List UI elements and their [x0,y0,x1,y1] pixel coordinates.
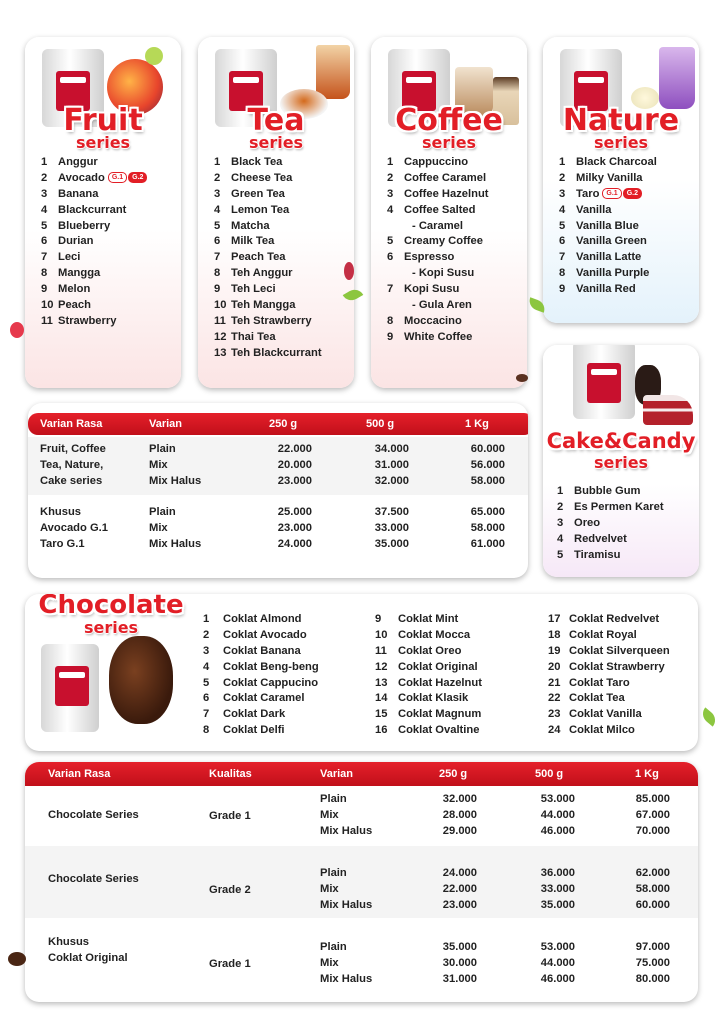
column-header: 500 g [535,768,564,780]
list-item: 1 Coklat Almond [203,613,302,625]
column-header: 1 Kg [635,768,659,780]
chocolate-list-col-2 [375,612,482,739]
list-item: 20 Coklat Strawberry [548,660,665,673]
list-item: 4 Vanilla [559,203,612,216]
fruit-title: Fruit [63,103,143,138]
table-cell: 23.000 [277,522,312,534]
list-item: 14 Coklat Klasik [375,692,469,705]
table-cell: 31.000 [442,973,477,985]
table-cell: 62.000 [635,867,670,879]
list-item: 5 Tiramisu [557,548,621,561]
table-cell: 35.000 [442,941,477,953]
table-cell: 80.000 [635,973,670,985]
column-header: 250 g [439,768,468,780]
list-item: 3 Green Tea [214,187,285,200]
list-item: 4 Coklat Beng-beng [203,660,319,673]
list-item: 6 Milk Tea [214,235,275,248]
table-cell: 25.000 [277,506,312,518]
column-header: Kualitas [209,768,252,780]
list-item: 7 Kopi Susu [387,283,460,296]
group-label: Avocado G.1 [40,522,108,534]
tea-title: Tea [247,103,305,138]
table-cell: 28.000 [442,809,477,821]
table-cell: Mix Halus [320,973,373,985]
list-item: 5 Blueberry [41,219,111,232]
list-item: 6 Espresso [387,251,455,264]
list-item: 2 Avocado G.1 G.2 [41,171,147,187]
list-item: 21 Coklat Taro [548,676,630,689]
list-item: 9 Coklat Mint [375,613,459,625]
table-cell: 44.000 [540,957,575,969]
list-item: 9 Teh Leci [214,283,276,296]
grade-badge: G.1 [108,172,127,183]
list-item: - Caramel [412,219,463,232]
list-item: 11 Teh Strawberry [214,314,312,327]
table-cell: 85.000 [635,793,670,805]
list-item: 10 Peach [41,299,91,312]
list-item: 4 Redvelvet [557,532,627,545]
table-header [25,762,698,786]
list-item: 7 Peach Tea [214,251,286,264]
coffee-series-card [371,37,527,388]
list-item: 3 Taro G.1 G.2 [559,187,657,203]
table-cell: 24.000 [277,538,312,550]
table-header [28,413,528,435]
fruit-subtitle: series [75,133,131,152]
iced-tea-image [316,45,350,99]
table-cell: Mix [320,883,339,895]
list-item: 8 Coklat Delfi [203,724,285,737]
table-cell: 33.000 [374,522,409,534]
list-item: 23 Coklat Vanilla [548,708,642,721]
table-cell: 60.000 [635,899,670,911]
table-cell: 23.000 [442,899,477,911]
table-cell: Mix Halus [320,899,373,911]
list-item: 6 Coklat Caramel [203,692,305,705]
table-cell: 24.000 [442,867,477,879]
grade-badge: G.2 [128,172,147,183]
table-cell: 36.000 [540,867,575,879]
group-label: Tea, Nature, [40,459,104,471]
list-item: 5 Creamy Coffee [387,235,483,248]
price-table-2 [25,762,698,1002]
table-cell: 46.000 [540,825,575,837]
table-cell: 67.000 [635,809,670,821]
table-cell: Mix Halus [320,825,373,837]
table-cell: Plain [320,941,347,953]
list-item: 2 Coklat Avocado [203,628,307,641]
table-cell: 58.000 [470,522,505,534]
table-cell: Plain [320,867,347,879]
table-cell: 58.000 [635,883,670,895]
nature-subtitle: series [593,133,649,152]
table-cell: Mix Halus [149,538,202,550]
list-item: 10 Teh Mangga [214,299,296,312]
table-cell: 32.000 [374,475,409,487]
list-item: 8 Teh Anggur [214,267,293,280]
table-cell: 34.000 [374,443,409,455]
chocolate-splash-image [109,636,173,724]
table-cell: 97.000 [635,941,670,953]
table-cell: 61.000 [470,538,505,550]
list-item: 4 Blackcurrant [41,203,127,216]
list-item: 2 Milky Vanilla [559,171,643,184]
list-item: 22 Coklat Tea [548,692,625,705]
table-cell: 37.500 [374,506,409,518]
table-cell: 58.000 [470,475,505,487]
list-item: - Gula Aren [412,299,472,312]
list-item: 6 Vanilla Green [559,235,647,248]
list-item: 1 Anggur [41,156,98,168]
grade-cell: Grade 1 [209,958,251,970]
table-cell: 53.000 [540,793,575,805]
table-cell: 30.000 [442,957,477,969]
table-cell: 75.000 [635,957,670,969]
tea-series-card [198,37,354,388]
column-header: Varian [149,418,183,430]
list-item: 7 Vanilla Latte [559,251,642,264]
table-cell: 60.000 [470,443,505,455]
list-item: 11 Coklat Oreo [375,644,462,657]
cake-candy-flavor-list [557,484,664,563]
column-header: 1 Kg [465,418,489,430]
group-label: Chocolate Series [48,809,139,821]
table-cell: Mix [149,459,168,471]
list-item: - Kopi Susu [412,267,475,280]
table-cell: 32.000 [442,793,477,805]
strawberry-icon [10,322,24,338]
table-cell: 53.000 [540,941,575,953]
grade-cell: Grade 1 [209,810,251,822]
chocolate-title: Chocolate [38,594,184,620]
list-item: 15 Coklat Magnum [375,708,482,721]
chocolate-series-card [25,594,698,751]
list-item: 18 Coklat Royal [548,628,637,641]
table-cell: 65.000 [470,506,505,518]
table-cell: 70.000 [635,825,670,837]
fruit-flavor-list [41,155,147,330]
cocoa-pod-icon [344,262,354,280]
list-item: 1 Cappuccino [387,156,469,168]
table-cell: 44.000 [540,809,575,821]
group-label: Taro G.1 [40,538,85,550]
leaf-icon [699,707,719,726]
list-item: 17 Coklat Redvelvet [548,613,660,625]
table-cell: 22.000 [277,443,312,455]
table-cell: Mix [320,809,339,821]
product-pack-image [573,345,635,419]
column-header: 250 g [269,418,298,430]
list-item: 6 Durian [41,235,94,248]
list-item: 3 Coklat Banana [203,644,301,657]
column-header: Varian Rasa [40,418,103,430]
table-cell: 46.000 [540,973,575,985]
table-cell: Plain [320,793,347,805]
coffee-bean-icon [516,374,528,382]
table-cell: Mix [149,522,168,534]
tea-subtitle: series [248,133,304,152]
nature-flavor-list [559,155,657,298]
table-cell: 23.000 [277,475,312,487]
list-item: 19 Coklat Silverqueen [548,644,670,657]
list-item: 1 Black Tea [214,156,283,168]
group-label: Coklat Original [48,952,128,964]
chocolate-subtitle: series [83,618,139,637]
table-cell: Mix [320,957,339,969]
cake-candy-series-card [543,345,699,577]
list-item: 5 Coklat Cappucino [203,676,319,689]
list-item: 10 Coklat Mocca [375,628,471,641]
list-item: 9 White Coffee [387,330,473,343]
taro-drink-image [659,47,695,109]
coffee-subtitle: series [421,133,477,152]
table-cell: 29.000 [442,825,477,837]
group-label: Chocolate Series [48,873,139,885]
list-item: 4 Lemon Tea [214,203,290,216]
list-item: 2 Coffee Caramel [387,171,487,184]
table-cell: Plain [149,443,176,455]
list-item: 8 Mangga [41,267,101,280]
list-item: 11 Strawberry [41,314,117,327]
list-item: 8 Vanilla Purple [559,267,650,280]
list-item: 1 Black Charcoal [559,156,657,168]
list-item: 24 Coklat Milco [548,724,635,737]
red-velvet-cake-image [643,395,693,425]
column-header: 500 g [366,418,395,430]
list-item: 16 Coklat Ovaltine [375,724,480,737]
list-item: 3 Banana [41,187,99,200]
list-item: 2 Cheese Tea [214,171,293,184]
cake-candy-title: Cake&Candy [546,429,696,453]
list-item: 9 Vanilla Red [559,283,636,296]
fruit-series-card [25,37,181,388]
tea-flavor-list [214,155,322,362]
price-table-1 [28,403,528,578]
cake-candy-subtitle: series [593,453,649,472]
chocolate-list-col-1 [203,612,319,739]
list-item: 13 Teh Blackcurrant [214,346,322,359]
group-label: Fruit, Coffee [40,443,106,455]
grade-cell: Grade 2 [209,884,251,896]
chocolate-piece-icon [8,952,26,966]
table-cell: 22.000 [442,883,477,895]
group-label: Cake series [40,475,103,487]
list-item: 5 Vanilla Blue [559,219,639,232]
chocolate-list-col-3 [548,612,670,739]
column-header: Varian [320,768,354,780]
table-cell: 35.000 [374,538,409,550]
list-item: 8 Moccacino [387,314,462,327]
table-cell: 56.000 [470,459,505,471]
table-cell: Plain [149,506,176,518]
coffee-flavor-list [387,155,489,346]
list-item: 13 Coklat Hazelnut [375,676,482,689]
list-item: 1 Bubble Gum [557,485,641,497]
coffee-title: Coffee [395,103,503,138]
grade-badge: G.2 [623,188,642,199]
table-cell: 20.000 [277,459,312,471]
table-cell: 33.000 [540,883,575,895]
grade-badge: G.1 [602,188,621,199]
table-cell: Mix Halus [149,475,202,487]
list-item: 3 Coffee Hazelnut [387,187,489,200]
column-header: Varian Rasa [48,768,111,780]
list-item: 4 Coffee Salted [387,203,476,216]
list-item: 12 Coklat Original [375,660,478,673]
list-item: 2 Es Permen Karet [557,500,664,513]
product-pack-image [41,644,99,732]
lime-image [145,47,163,65]
list-item: 9 Melon [41,283,91,296]
list-item: 5 Matcha [214,219,270,232]
list-item: 3 Oreo [557,516,601,529]
nature-title: Nature [562,103,680,138]
list-item: 7 Coklat Dark [203,708,286,721]
group-label: Khusus [40,506,82,518]
list-item: 7 Leci [41,251,81,264]
nature-series-card [543,37,699,323]
table-cell: 35.000 [540,899,575,911]
group-label: Khusus [48,936,90,948]
table-cell: 31.000 [374,459,409,471]
list-item: 12 Thai Tea [214,330,276,343]
